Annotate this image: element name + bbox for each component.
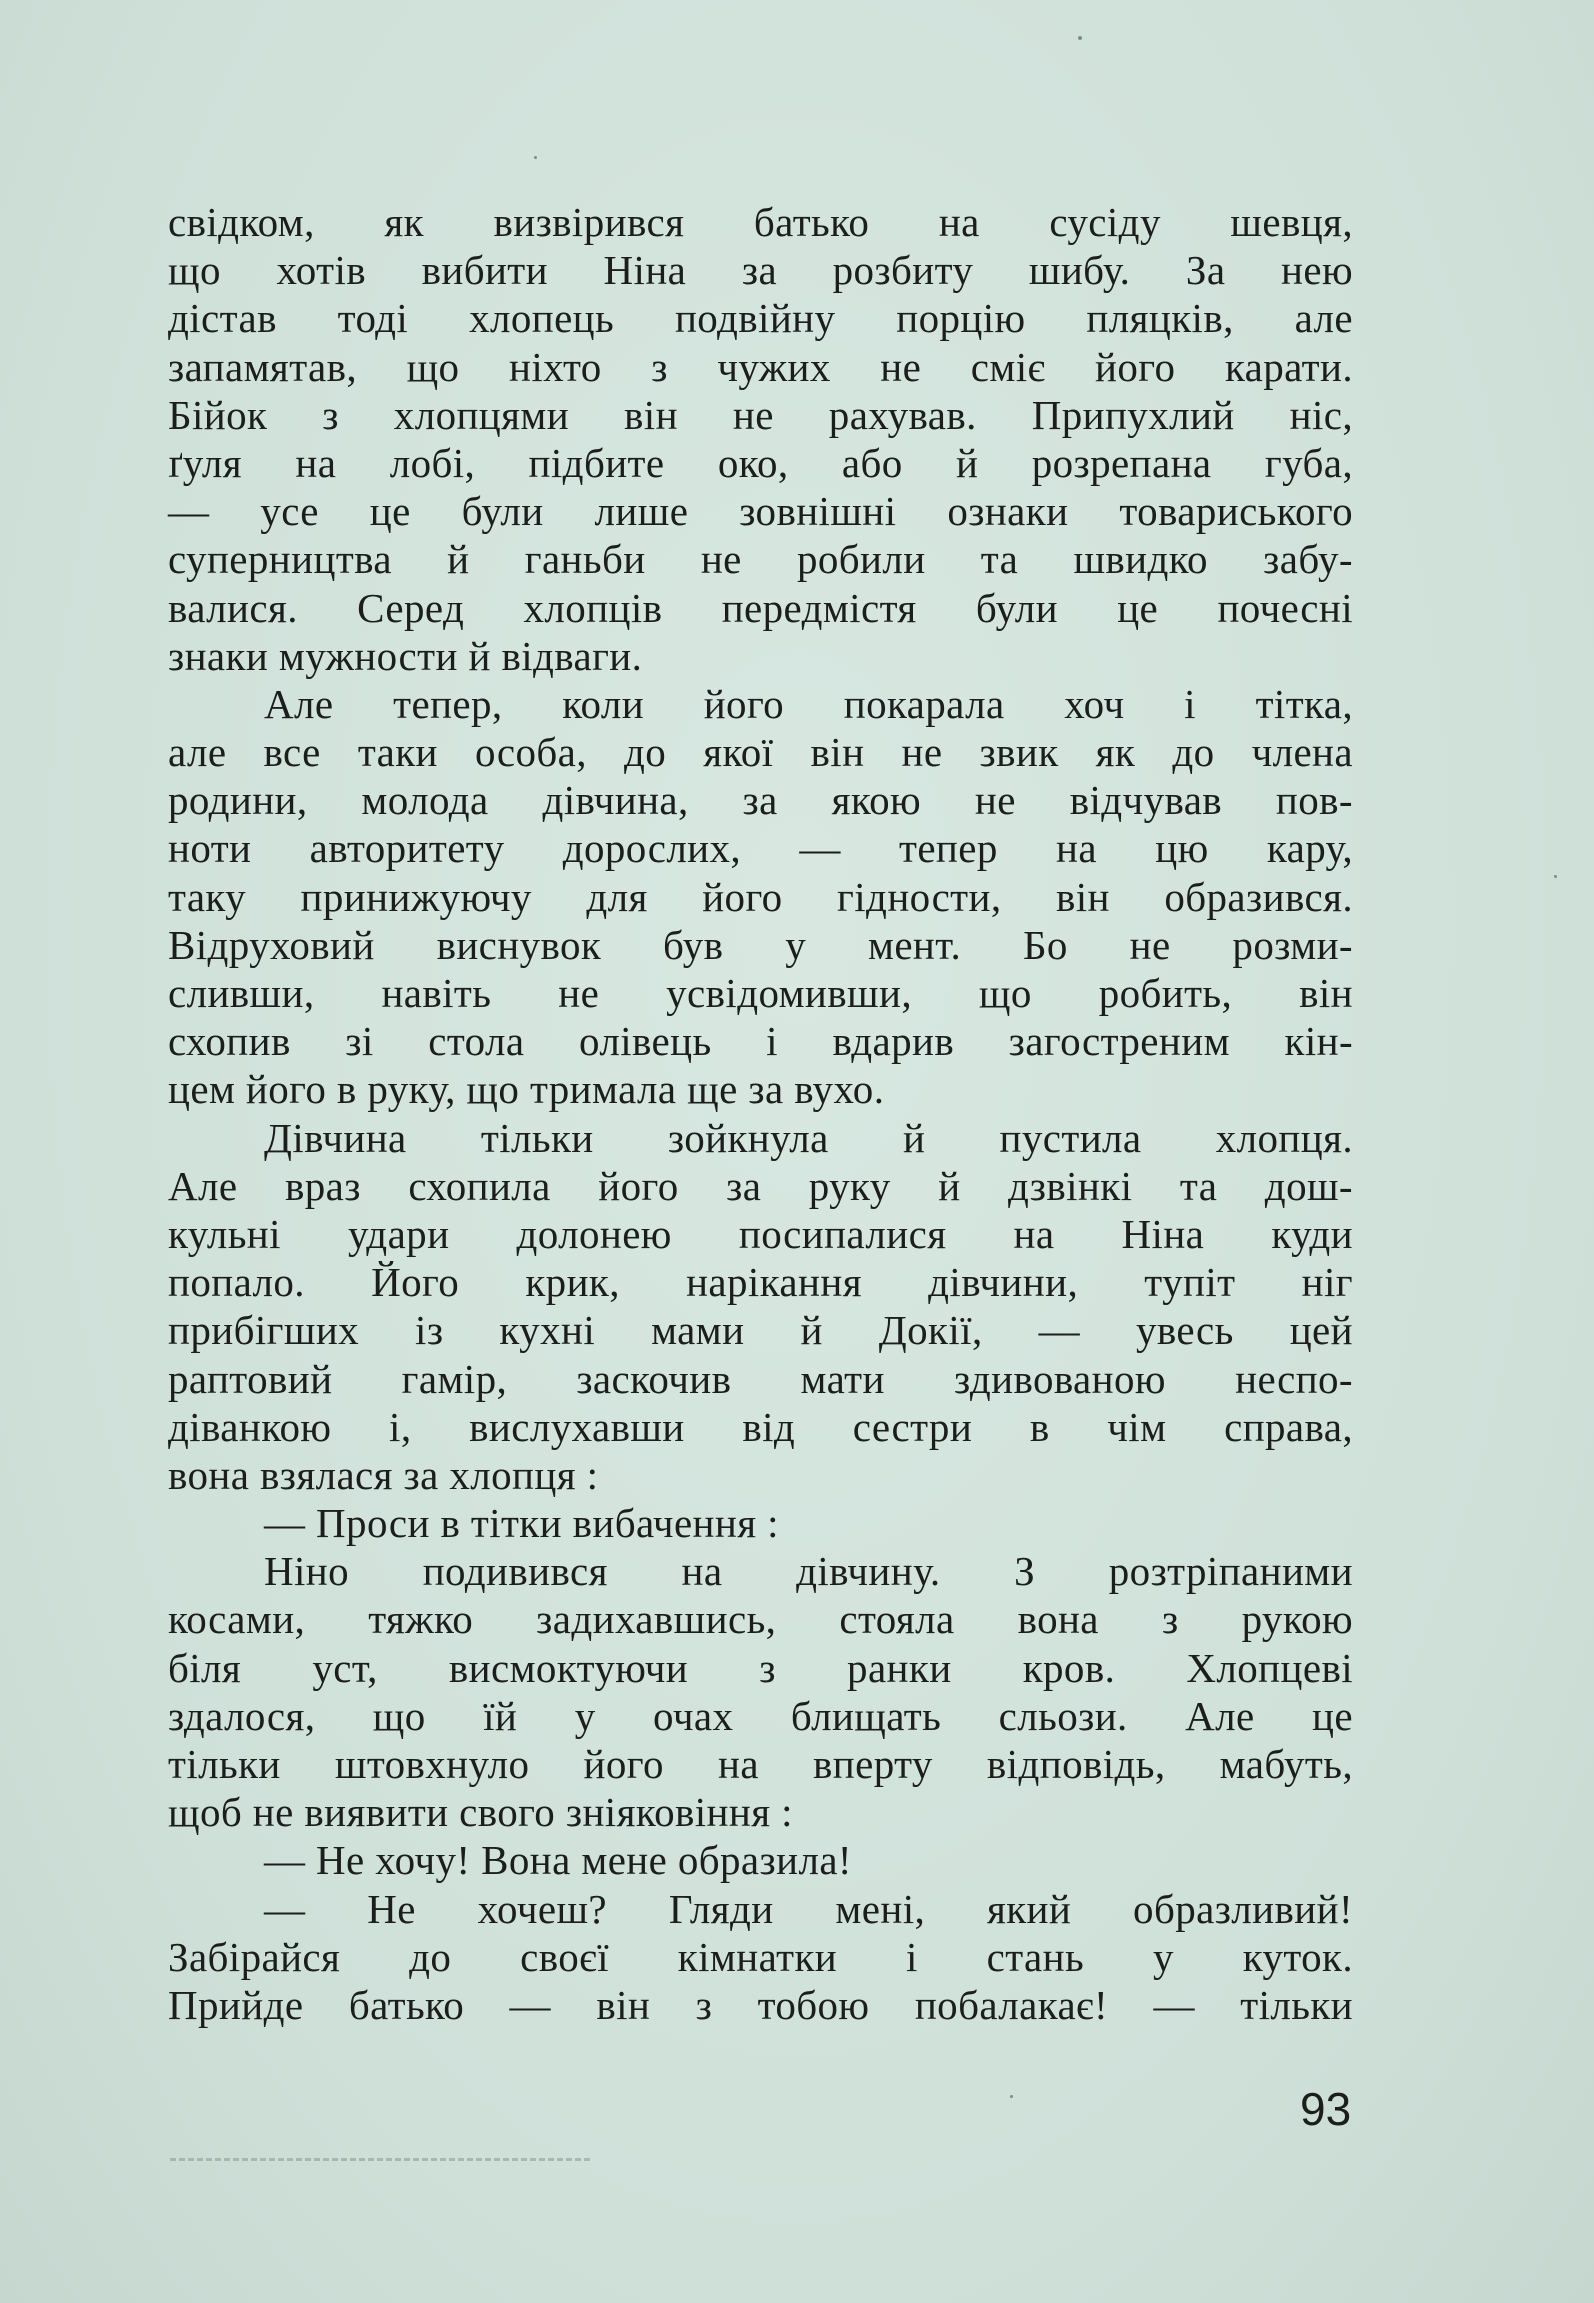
text-line: тільки штовхнуло його на вперту відповідь, мабуть,: [168, 1741, 1353, 1787]
text-line: валися. Серед хлопців передмістя були це почесні: [168, 584, 1353, 631]
text-line: Забірайся до своєї кімнатки і стань у куток.: [168, 1933, 1353, 1980]
text-line: суперництва й ганьби не робили та швидко забу-: [168, 536, 1353, 583]
paper-speck: [534, 156, 537, 159]
text-line: що хотів вибити Ніна за розбиту шибу. За нею: [168, 247, 1353, 294]
text-line: ноти авторитету дорослих, — тепер на цю кару,: [168, 825, 1353, 872]
text-line: — Не хочеш? Гляди мені, який образливий!: [264, 1885, 1353, 1932]
text-line: діванкою і, вислухавши від сестри в чім справа,: [168, 1403, 1353, 1450]
text-line: — Не хочу! Вона мене образила!: [264, 1837, 852, 1884]
footer-dashed-rule: [170, 2158, 590, 2163]
text-line: таку принижуючу для його гідности, він образився.: [168, 873, 1353, 920]
text-line: раптовий гамір, заскочив мати здивованою неспо-: [168, 1355, 1353, 1402]
text-line: попало. Його крик, нарікання дівчини, тупіт ніг: [168, 1259, 1353, 1306]
text-line: Бійок з хлопцями він не рахував. Припухлий ніс,: [168, 391, 1353, 438]
text-line: знаки мужности й відваги.: [168, 632, 643, 679]
text-line: Але враз схопила його за руку й дзвінкі та дош-: [168, 1162, 1353, 1209]
text-line: дістав тоді хлопець подвійну порцію пляцків, але: [168, 295, 1353, 342]
paper-speck: [1554, 875, 1557, 878]
text-line: запамятав, що ніхто з чужих не сміє його карати.: [168, 343, 1353, 390]
text-line: Але тепер, коли його покарала хоч і тітка,: [264, 680, 1353, 727]
text-line: свідком, як визвірився батько на сусіду шевця,: [168, 199, 1353, 245]
text-line: вона взялася за хлопця :: [168, 1451, 599, 1498]
text-line: Ніно подивився на дівчину. З розтріпаними: [264, 1548, 1353, 1595]
text-line: — Проси в тітки вибачення :: [264, 1500, 779, 1547]
text-line: косами, тяжко задихавшись, стояла вона з рукою: [168, 1596, 1353, 1643]
text-line: Відруховий виснувок був у мент. Бо не розми-: [168, 921, 1353, 968]
text-line: прибігших із кухні мами й Докії, — увесь цей: [168, 1307, 1353, 1354]
page-number: 93: [1300, 2083, 1352, 2135]
text-line: але все таки особа, до якої він не звик як до члена: [168, 729, 1353, 776]
text-line: здалося, що їй у очах блищать сльози. Але це: [168, 1692, 1353, 1739]
paper-speck: [1078, 36, 1082, 40]
text-line: родини, молода дівчина, за якою не відчував пов-: [168, 777, 1353, 824]
text-line: ґуля на лобі, підбите око, або й розрепана губа,: [168, 439, 1353, 486]
paper-speck: [1010, 2095, 1013, 2098]
text-line: схопив зі стола олівець і вдарив загостреним кін-: [168, 1018, 1353, 1065]
text-line: біля уст, висмоктуючи з ранки кров. Хлопцеві: [168, 1644, 1353, 1691]
text-line: сливши, навіть не усвідомивши, що робить, він: [168, 970, 1353, 1016]
text-line: — усе це були лише зовнішні ознаки товариського: [168, 488, 1353, 535]
page-body-text: [168, 198, 1353, 2029]
text-line: Прийде батько — він з тобою побалакає! — тільки: [168, 1981, 1353, 2028]
text-line: цем його в руку, що тримала ще за вухо.: [168, 1066, 885, 1113]
text-line: кульні удари долонею посипалися на Ніна куди: [168, 1210, 1353, 1257]
text-line: щоб не виявити свого зніяковіння :: [168, 1789, 793, 1836]
text-line: Дівчина тільки зойкнула й пустила хлопця.: [264, 1114, 1353, 1161]
